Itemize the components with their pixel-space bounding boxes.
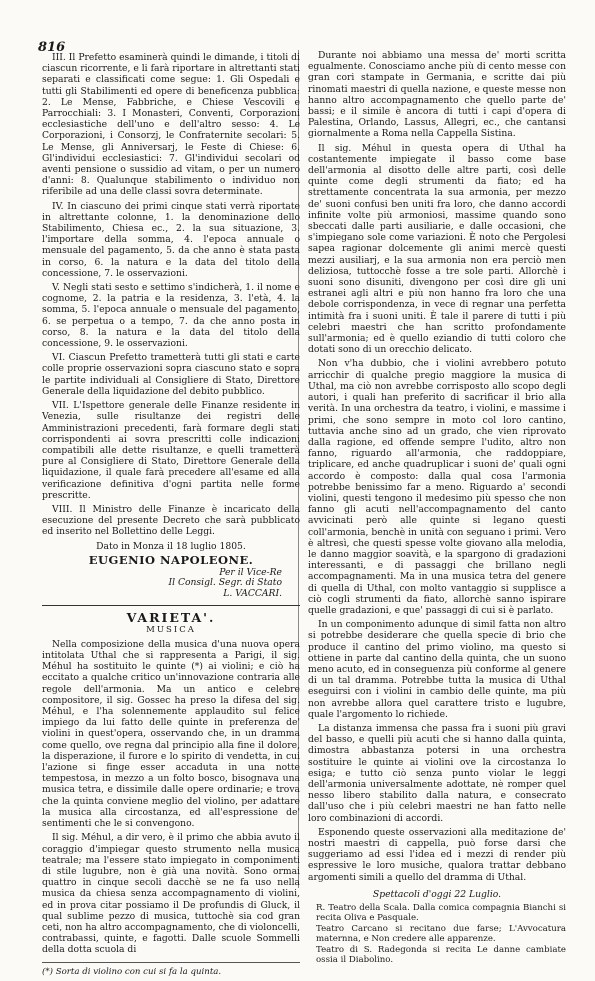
countersign-line: L. VACCARI. bbox=[223, 587, 282, 599]
right-column bbox=[308, 50, 566, 966]
page-number: 816 bbox=[38, 40, 66, 55]
decree-date: Dato in Monza il 18 luglio 1805. bbox=[96, 540, 246, 552]
decree-article: VIII. Il Ministro delle Finanze è incaricato della esecuzione del presente Decreto che sarà pubblicato ed inserito nel Bollettino delle Leggi. bbox=[42, 503, 300, 538]
decree-article: III. Il Prefetto esaminerà quindi le dimande, i titoli di ciascun ricorrente, e li farà riportare in altrettanti stati separati e classificati come segue: 1. Gli Ospedali e tutti gli Stabilimenti ed opere di beneficenza pubblica: 2. Le Mense, Fabbriche, e Chiese Vescovili e Parrocchiali: 3. I Monasteri, Conventi, Corporazioni ecclesiastiche dell'uno e dell'altro sesso: 4. Le Corporazioni, i Consorzj, le Confraternite secolari: 5. Le Mense, gli Anniversarj, le Feste di Chiese: 6. Gl'individui ecclesiastici: 7. Gl'individui secolari od aventi pensione o sussidio ad vitam, o per un numero d'anni: 8. Qualunque stabilimento o individuo non riferibile ad una delle classi sovra determinate. bbox=[42, 52, 300, 198]
decree-article: V. Negli stati sesto e settimo s'indicherà, 1. il nome e cognome, 2. la patria e la residenza, 3. l'età, 4. la somma, 5. l'epoca annuale o mensuale del pagamento, 6. se perpetua o a tempo, 7. da che anno posta in corso, 8. la natura e la data del titolo della concessione, 9. le osservazioni. bbox=[42, 282, 300, 350]
theatre-listing: Teatro di S. Radegonda si recita Le danne cambiate ossia il Diabolino. bbox=[316, 945, 566, 966]
spettacoli-heading: Spettacoli d'oggi 22 Luglio. bbox=[372, 888, 502, 900]
article-paragraph: Esponendo queste osservazioni alla meditazione de' nostri maestri di cappella, può forse darsi che suggeriamo ad essi l'idea ed i mezzi di render più espressive le loro musiche, qualora trattar debbano argomenti simili a quello del dramma di Uthal. bbox=[308, 826, 566, 883]
left-column bbox=[42, 52, 300, 981]
decree-signature: EUGENIO NAPOLEONE. bbox=[88, 552, 254, 567]
section-subtitle: MUSICA bbox=[146, 624, 196, 635]
decree-article: IV. In ciascuno dei primi cinque stati verrà riportate in altrettante colonne, 1. la denominazione dello Stabilimento, Chiesa ec., 2. la sua situazione, 3. l'importare della somma, 4. l'epoca annuale o mensuale del pagamento, 5. da che anno è stata pasta in corso, 6. la natura e la data del titolo della concessione, 7. le osservazioni. bbox=[42, 200, 300, 279]
section-title: VARIETA'. bbox=[126, 610, 216, 626]
countersign-line: Per il Vice-Re bbox=[219, 566, 282, 578]
article-paragraph: Il sig. Méhul, a dir vero, è il primo che abbia avuto il coraggio d'impiegar questo strumento nella musica teatrale; ma l'essere stato impiegato in componimenti di stile lugubre, non è già una novità. Sono ormai quattro in cinque secoli dacchè se ne fa uso nella musica da chiesa senza accompagnamento di violini, ed in prova citar possiamo il De profundis di Gluck, il qual sublime pezzo di musica, tuttochè sia cod gran ceti, non ha altro accompagnamento, che di violoncelli, contrabassi, quinte, e fagotti. Dalle scuole Sommelli della dotta scuola di bbox=[42, 832, 300, 956]
theatre-listing: Teatro Carcano si recitano due farse; L'Avvocatura maternna, e Non credere alle apparenze. bbox=[316, 924, 566, 945]
article-paragraph: Non v'ha dubbio, che i violini avrebbero potuto arricchir di qualche pregio maggiore la musica di Uthal, ma ciò non avrebbe corrisposto allo scopo degli autori, i quali han preferito di sacrificar il brio alla verità. In una orchestra da teatro, i violini, e massime i primi, che sono sempre in moto col loro cantino, tuttavia anche sino ad un grado, che vien riprovato dalla ragione, ed offende sempre l'udito, altro non fanno, riguardo all'armonia, che raddoppiare, triplicare, ed anche quadruplicar i suoni de' quali ogni accordo è composto: dalla qual cosa l'armonia potrebbe benissimo far a meno. Riguardo a' secondi violini, questi tengono il medesimo più spesso che non fanno gli acuti nell'accompagnamento del canto avvicinati però alle quinte si legano questi coll'armonia, benchè in unità con seguano i primi. Vero è altresì, che questi spesse volte giovano alla melodia, le danno maggior soavità, e la spargono di gradazioni interessanti, e di passaggi che brillano negli accompagnamenti. Ma in una musica tetra del genere di quella di Uthal, con molto vantaggio si supplisce a ciò cogli strumenti da fiato, allorchè sanno ispirare quelle gradazioni, e que' passaggi di cui si è parlato. bbox=[308, 358, 566, 616]
footnote-rule bbox=[42, 962, 300, 963]
countersign-line: Il Consigl. Segr. di Stato bbox=[168, 577, 282, 589]
article-paragraph: La distanza immensa che passa fra i suoni più gravi del basso, e quelli più acuti che si hanno dalla quinta, dimostra abbastanza potersi in una orchestra sostituire le quinte ai violini ove la circostanza lo esiga; e tutto ciò senza punto violar le leggi dell'armonia universalmente adottate, nè romper quel nesso libero stabilito dalla natura, e consecrato dall'uso che i più celebri maestri ne han fatto nelle loro combinazioni di accordi. bbox=[308, 722, 566, 824]
footnote: (*) Sorta di violino con cui si fa la quinta. bbox=[42, 966, 222, 977]
article-paragraph: Nella composizione della musica d'una nuova opera intitolata Uthal che si rappresenta a Parigi, il sig. Méhul ha sostituito le quinte (*) ai violini; e ciò ha eccitato a qualche critico un'innovazione contraria alle regole dell'armonia. Ma un antico e celebre compositore, il sig. Gossec ha preso la difesa del sig. Méhul, e l'ha solennemente applaudito sul felice impiego da lui fatto delle quinte in preferenza de' violini in quest'opera, osservando che, in un dramma come quello, ove regna dal principio alla fine il dolore, la disperazione, il furore e lo spirito di vendetta, in cui l'azione si finge esser accaduta in una notte tempestosa, in mezzo a un folto bosco, bisognava una musica tetra, e dissimile dalle opere ordinarie; e trova che la quinta conviene meglio del violino, per adattare la musica alla circostanza, ed all'espressione de' sentimenti che le si convengono. bbox=[42, 638, 300, 830]
theatre-listing: R. Teatro della Scala. Dalla comica compagnia Bianchi si recita Oliva e Pasquale. bbox=[316, 903, 566, 924]
decree-article: VII. L'Ispettore generale delle Finanze residente in Venezia, sulle risultanze dei registri delle Amministrazioni precedenti, farà formare degli stati corrispondenti ai sovra prescritti colle indicazioni compatibili alle dette risultanze, e quelli trametterà pure al Consigliere di Stato, Direttore Generale della liquidazione, il quale farà precedere all'esame ed alla verificazione definitiva d'ogni partita nelle forme prescritte. bbox=[42, 400, 300, 501]
article-paragraph: Il sig. Méhul in questa opera di Uthal ha costantemente impiegate il basso come base dell'armonia al disotto delle altre parti, così delle quinte come degli strumenti da fiato; ed ha strettamente concentrata la sua armonia, per mezzo de' suoni confusi ben uniti fra loro, che danno accordi infinite volte più armoniosi, massime quando sono sbeccati dalle parti ausiliarie, e dalle occasioni, che s'impiegano sole come variazioni. È noto che Pergolesi sapea ragionar dolcemente gli animi mercè questi mezzi ausiliarj, e la sua armonia non era perciò men deliziosa, tuttocchè fosse a tre sole parti. Allorchè i suoni sono disuniti, divengono per così dire gli uni estranei agli altri e più non hanno fra loro che una debole corrispondenza, in vece di regnar una perfetta intimità fra i suoni uniti. È tale il parere di tutti i più celebri maestri che han scritto profondamente sull'armonia; ed è quello eziandio di tutti coloro che dotati sono di un orecchio delicato. bbox=[308, 142, 566, 356]
article-paragraph: In un componimento adunque di simil fatta non altro si potrebbe desiderare che quella specie di brio che produce il cantino del primo violino, ma questo si ottiene in parte dal cantino della quinta, che un suono meno acuto, ed in conseguenza più conforme al genere di un tal dramma. Potrebbe tutta la musica di Uthal eseguirsi con i violini in cambio delle quinte, ma più non avrebbe allora quel carattere tristo e lugubre, quale l'argomento lo richiede. bbox=[308, 619, 566, 720]
section-rule bbox=[42, 605, 300, 606]
article-paragraph: Durante noi abbiamo una messa de' morti scritta egualmente. Conosciamo anche più di cento messe con gran cori stampate in Germania, e scritte dai più rinomati maestri di quella nazione, e queste messe non hanno altro accompagnamento che quello parte de' bassi; e il simile è ancora di tutti i capi d'opera di Palestina, Orlando, Lassus, Allegri, ec., che cantansi giornalmente a Roma nella Cappella Sistina. bbox=[308, 50, 566, 140]
decree-article: VI. Ciascun Prefetto trametterà tutti gli stati e carte colle proprie osservazioni sopra ciascuno stato e sopra le partite individuali al Consigliere di Stato, Direttore Generale della liquidazione del debito pubblico. bbox=[42, 352, 300, 397]
